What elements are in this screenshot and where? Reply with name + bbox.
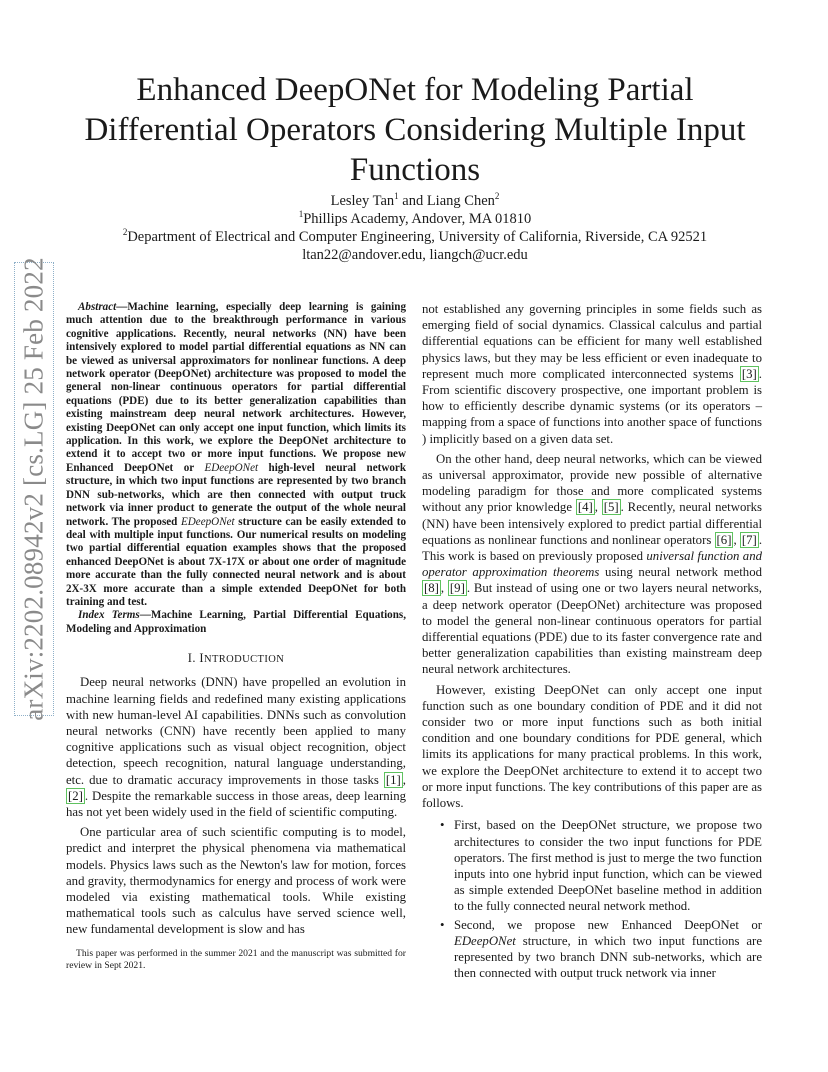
- contributions-list: [422, 817, 762, 981]
- right-column: [422, 301, 762, 983]
- citation-link[interactable]: [3]: [741, 366, 757, 381]
- citation-link[interactable]: [1]: [385, 772, 401, 787]
- citation-link[interactable]: [2]: [68, 788, 83, 803]
- author-block: [60, 192, 770, 264]
- citation-link[interactable]: [9]: [449, 581, 465, 596]
- contribution-item: • First, based on the DeepONet structure, we propose two architectures to consider the two input functions for PDE operators. The first method is just to merge the two function inputs into one hybrid input function, which can be viewed as simple extended DeepONet baseline method in addition to the fully connected neural network method.: [440, 818, 762, 914]
- arxiv-identifier: arXiv:2202.08942v2 [cs.LG] 25 Feb 2022: [18, 257, 49, 721]
- edeeponet-italic: EDeepONet: [181, 515, 235, 528]
- edeeponet-italic: EDeepONet: [204, 461, 259, 474]
- citation-link[interactable]: [7]: [741, 532, 757, 547]
- author-names: [60, 192, 770, 210]
- author-2: and Liang Chen: [398, 193, 495, 209]
- citation-link[interactable]: [5]: [603, 500, 619, 515]
- bullet-icon: •: [440, 917, 445, 932]
- arxiv-stamp: [14, 257, 54, 721]
- edeeponet-italic: EDeepONet: [454, 933, 516, 948]
- left-column: [66, 301, 406, 942]
- author-emails: ltan22@andover.edu, liangch@ucr.edu: [302, 247, 528, 263]
- contribution-item: • Second, we propose new Enhanced DeepONet or EDeepONet structure, in which two input functions are represented by two branch DNN sub-networks, which are then connected with output truck network via inner: [440, 917, 762, 981]
- right-paragraph-3: However, existing DeepONet can only accept one input function such as one boundary condition of PDE and it did not consider two or more input functions such as both initial condition and one boundary conditions for PDE general, which limits its applications for many practical problems. In this work, we explore the DeepONet architecture to extend it to accept two or more input functions. The key contributions of this paper are as follows.: [422, 682, 762, 811]
- affiliation-1: $^1$Phillips Academy, Andover, MA 01810: [298, 209, 532, 227]
- section-heading-introduction: I. INTRODUCTION: [187, 651, 285, 666]
- footnote: This paper was performed in the summer 2021 and the manuscript was submitted for review in Sept 2021.: [66, 948, 406, 971]
- abstract-paragraph: Abstract—Machine learning, especially deep learning is gaining much attention due to the breakthrough performance in various cognitive applications. Recently, neural networks (NN) have been intensively explored to model partial differential equations as NN can be viewed as universal approximators for nonlinear functions. A deep network operator (DeepONet) architecture was proposed to model the general non-linear continuous operators for partial differential equations (PDE) due to its better generalization capabilities than existing mainstream deep neural network architectures. However, existing DeepONet can only accept one input function, which limits its application. In this work, we explore the DeepONet architecture to extend it to accept two or more input functions. We propose new Enhanced DeepONet or EDeepONet high-level neural network structure, in which two input functions are represented by two branch DNN sub-networks, which are then connected with output truck network via inner product to generate the output of the whole neural network. The proposed EDeepONet structure can be easily extended to deal with multiple input functions. Our numerical results on modeling two partial differential equation examples shows that the proposed enhanced DeepONet is about 7X-17X or about one order of magnitude more accurate than the fully connected neural network and is about 2X-3X more accurate than a simple extended DeepONet for both training and test.: [66, 301, 406, 608]
- paper-title: Enhanced DeepONet for Modeling Partial Differential Operators Considering Multiple Input Functions: [84, 72, 746, 188]
- theorem-italic: universal function and operator approximation theorems: [422, 549, 762, 580]
- citation-link[interactable]: [8]: [424, 581, 439, 596]
- right-paragraph-2: On the other hand, deep neural networks, which can be viewed as universal approximator, provide new possible of alternative modeling paradigm for those and more complicated systems without any prior knowledge [4] , [5] . Recently, neural networks (NN) have been intensively explored to predict partial differential equations as nonlinear functions and nonlinear operators [6] , [7] . This work is based on previously proposed universal function and operator approximation theorems using neural network method [8] , [9] . But instead of using one or two layers neural networks, a deep network operator (DeepONet) architecture was proposed to model the general non-linear continuous operators for partial differential equations (PDE) due to its faster convergence rate and better generalization capabilities than existing mainstream deep neural network architectures.: [422, 451, 763, 677]
- index-terms-label: Index Terms: [78, 609, 140, 622]
- author-2-affil-mark: 2: [494, 191, 500, 202]
- author-1-affil-mark: 1: [394, 191, 399, 202]
- abstract: [66, 301, 406, 636]
- bullet-icon: •: [440, 818, 445, 833]
- index-terms: Index Terms—Machine Learning, Partial Differential Equations, Modeling and Approximation: [66, 609, 406, 635]
- citation-link[interactable]: [6]: [716, 532, 732, 547]
- right-paragraph-1: not established any governing principles in some fields such as emerging field of social dynamics. Classical calculus and partial differential equations can be efficient for many well established physics laws, but they may be less efficient or even inadequate to represent much more complicated interconnected systems [3] . From scientific discovery prospective, one important problem is how to efficiently describe dynamic systems (or its operators – mapping from a space of functions into another space of functions ) implicitly based on a given data set.: [422, 302, 762, 446]
- intro-paragraph-2: One particular area of such scientific computing is to model, predict and interpret the physical phenomena via mathematical models. Physics laws such as the Newton's law for motion, forces and gravity, thermodynamics for energy and process of work were modeled via existing mathematical tools. While existing mathematical tools such as calculus have served science well, new fundamental development is slow and has: [66, 825, 406, 937]
- abstract-label: Abstract: [78, 301, 117, 313]
- citation-link[interactable]: [4]: [577, 500, 593, 515]
- author-1: Lesley Tan: [330, 193, 395, 209]
- affiliation-2: $^2$Department of Electrical and Computer Engineering, University of California, Riverside, CA 92521: [122, 227, 708, 245]
- intro-paragraph-1: Deep neural networks (DNN) have propelled an evolution in machine learning fields and redefined many existing applications with new human-level AI capabilities. DNNs such as convolution neural networks (CNN) have recently been applied to many cognitive applications such as visual object recognition, object detection, speech recognition, natural language understanding, etc. due to dramatic accuracy improvements in those tasks [1] , [2] . Despite the remarkable success in those areas, deep learning has not yet been widely used in the field of scientific computing.: [66, 675, 406, 819]
